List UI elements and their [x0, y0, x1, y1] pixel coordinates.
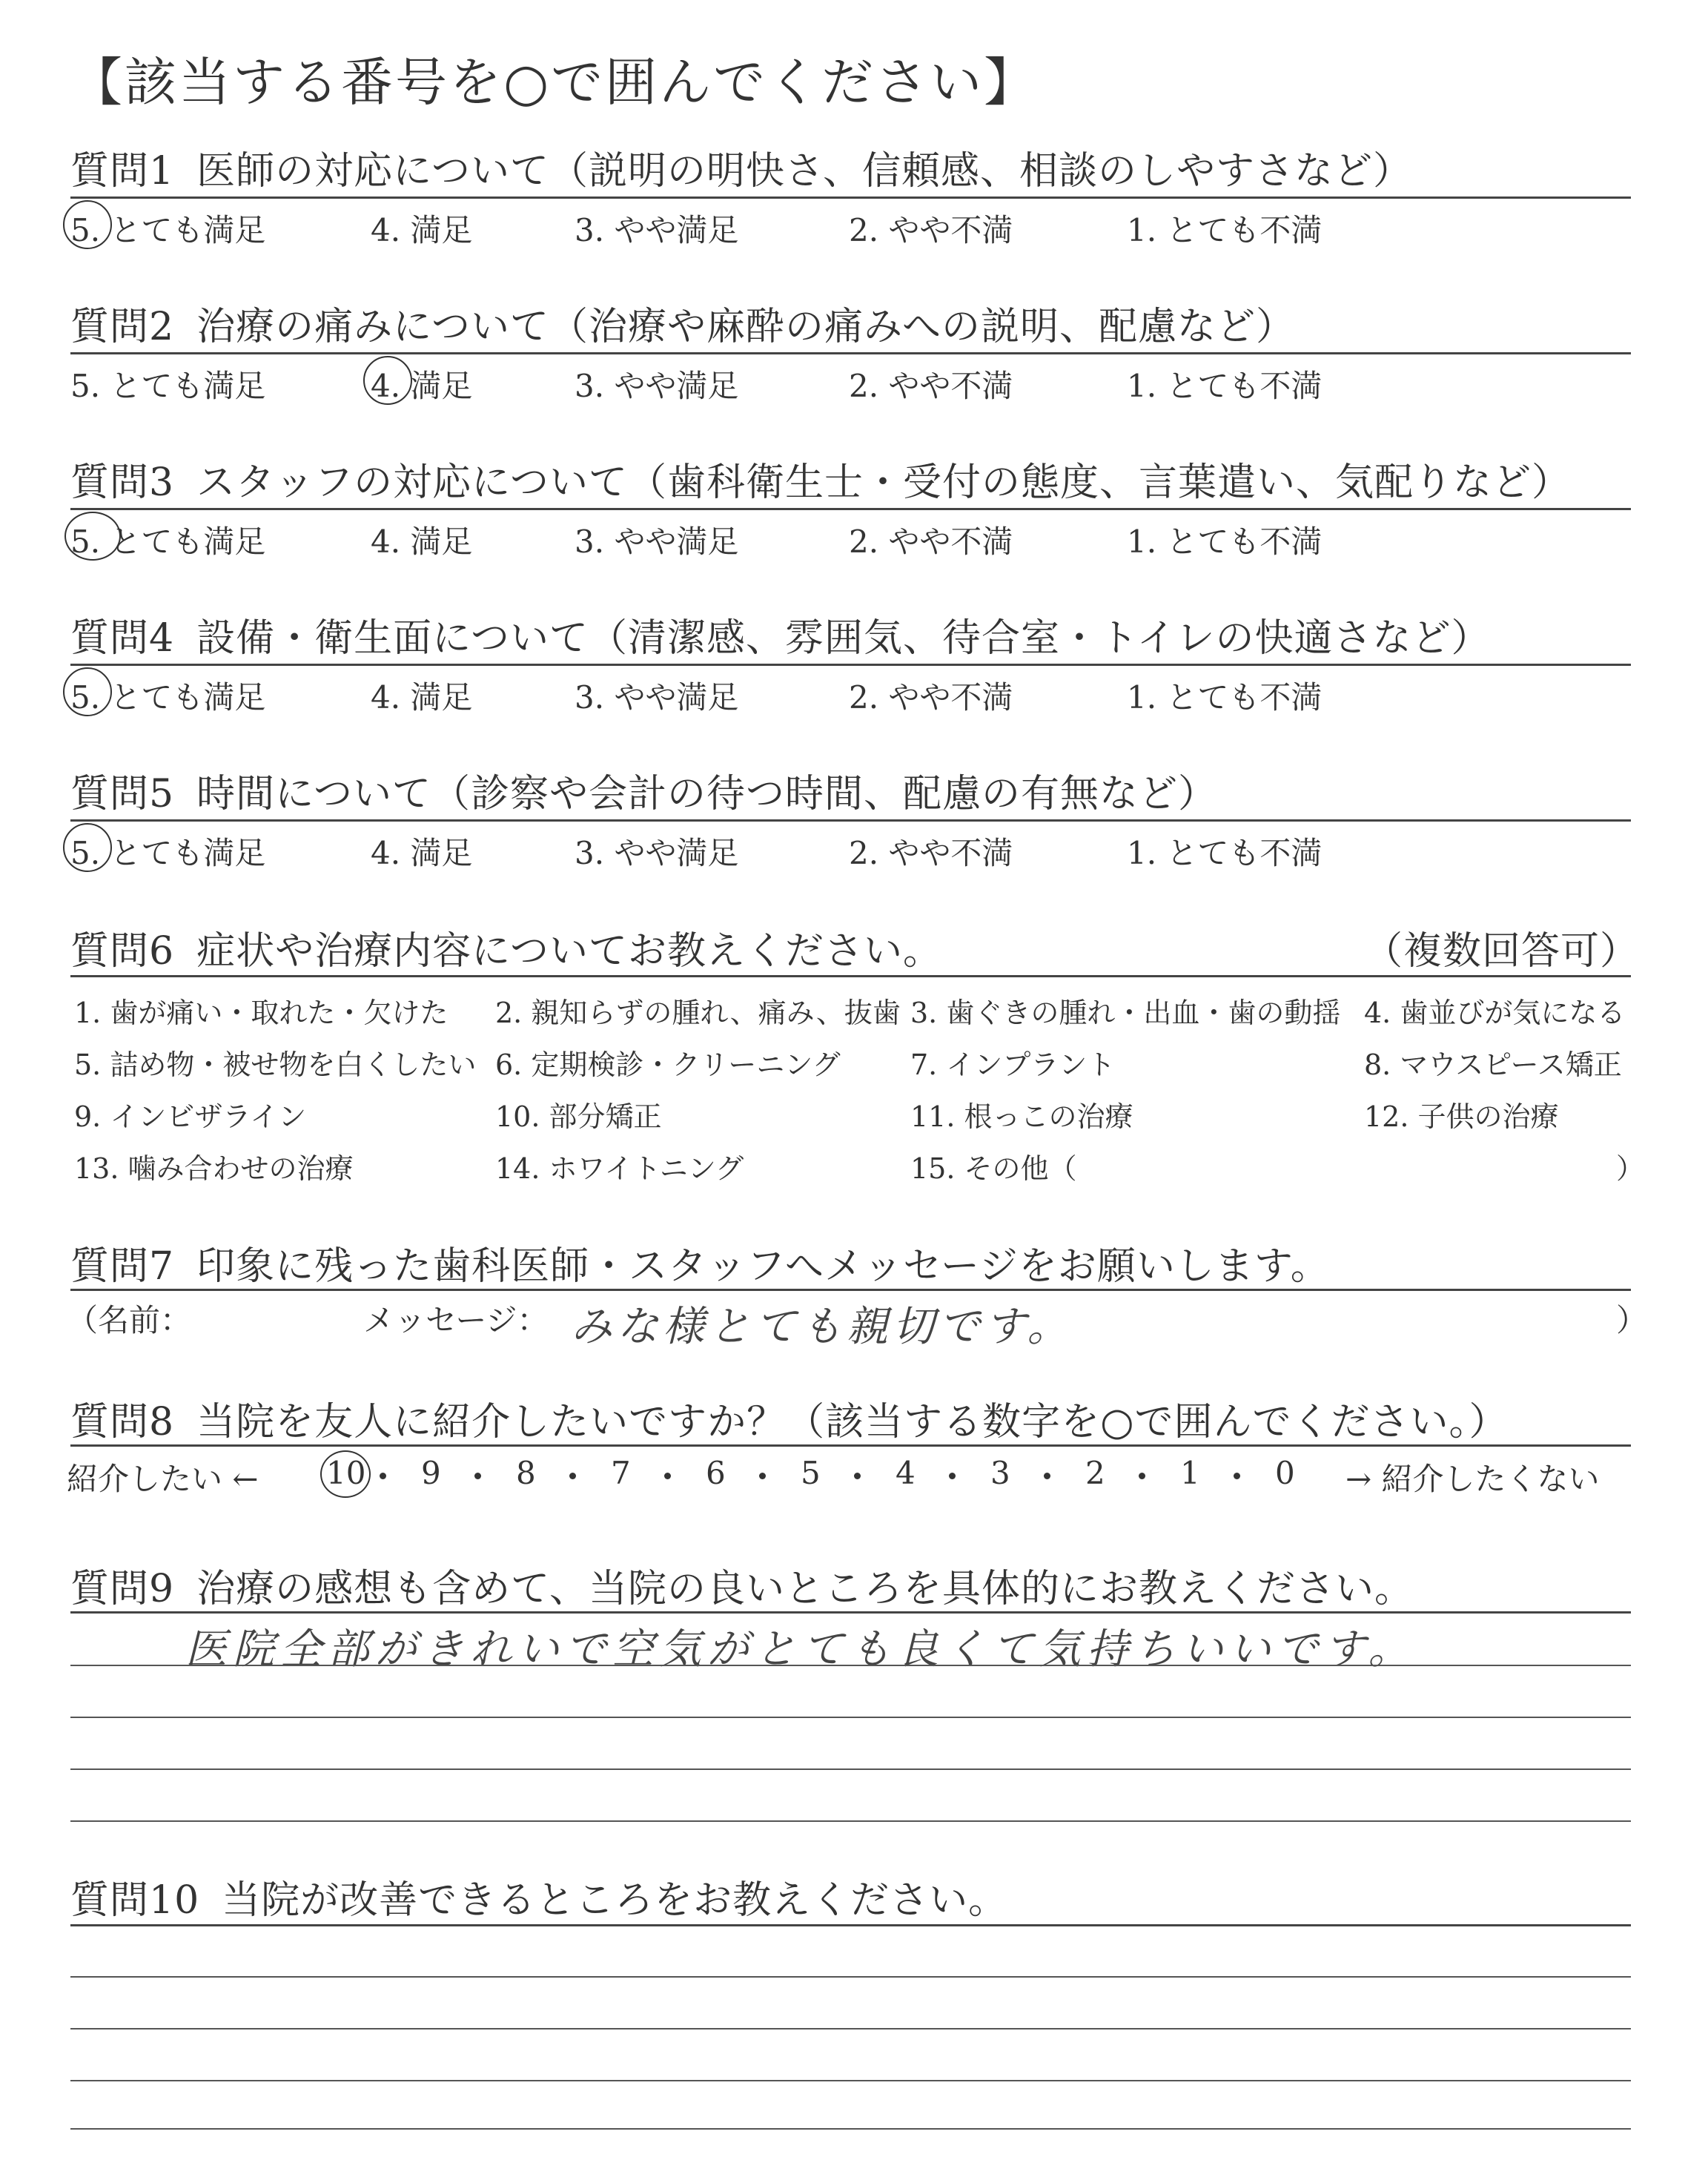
q5-option-4[interactable]: 4. 満足: [371, 835, 473, 871]
q4-option-4[interactable]: 4. 満足: [371, 679, 473, 716]
q6-item-5[interactable]: 5. 詰め物・被せ物を白くしたい: [74, 1048, 477, 1081]
q1-option-1[interactable]: 1. とても不満: [1127, 212, 1323, 248]
divider: [70, 352, 1631, 354]
q4-option-1[interactable]: 1. とても不満: [1127, 679, 1323, 716]
q2-option-1[interactable]: 1. とても不満: [1127, 368, 1323, 404]
q2-option-2[interactable]: 2. やや不満: [849, 368, 1013, 404]
q3-option-1[interactable]: 1. とても不満: [1127, 524, 1323, 560]
q5-option-1[interactable]: 1. とても不満: [1127, 835, 1323, 871]
divider: [70, 508, 1631, 510]
question-8-title: [70, 1390, 1508, 1446]
question-text: 設備・衛生面について（清潔感、雰囲気、待合室・トイレの快適さなど）: [196, 616, 1491, 661]
question-text: 治療の痛みについて（治療や麻酔の痛みへの説明、配慮など）: [196, 305, 1296, 349]
question-2-title: [70, 295, 1295, 351]
q4-option-5[interactable]: [70, 673, 265, 718]
answer-line: [70, 1976, 1631, 1978]
q6-item-8[interactable]: 8. マウスピース矯正: [1364, 1048, 1622, 1081]
recommend-left-label: 紹介したい ←: [67, 1461, 259, 1497]
scale-dot-separator: [1139, 1473, 1145, 1479]
good-points-answer[interactable]: 医院全部がきれいで空気がとても良くて気持ちいいです。: [185, 1625, 1416, 1674]
q6-item-1[interactable]: 1. 歯が痛い・取れた・欠けた: [74, 997, 448, 1029]
selected-circle: 5. とても満足: [70, 673, 265, 718]
selected-circle: 5. とても満足: [70, 829, 265, 873]
question-text: 治療の感想も含めて、当院の良いところを具体的にお教えください。: [196, 1567, 1414, 1611]
question-number: 質問5: [70, 772, 175, 816]
selected-circle: 4. 満足: [371, 362, 472, 406]
question-9-title: [70, 1557, 1414, 1613]
message-answer[interactable]: みな様とても親切です。: [571, 1303, 1073, 1351]
recommend-right-label: → 紹介したくない: [1345, 1461, 1600, 1497]
recommend-score-1[interactable]: 1: [1180, 1455, 1200, 1491]
question-number: 質問2: [70, 305, 175, 349]
question-1-title: [70, 139, 1412, 195]
answer-line: [70, 2080, 1631, 2081]
recommend-score-10[interactable]: 10: [326, 1455, 366, 1491]
message-label: メッセージ：: [363, 1302, 549, 1338]
q2-option-4[interactable]: [371, 362, 472, 406]
recommend-score-0[interactable]: 0: [1275, 1455, 1295, 1491]
question-number: 質問6: [70, 929, 175, 974]
question-text: 当院が改善できるところをお教えください。: [222, 1878, 1008, 1923]
scale-dot-separator: [1234, 1473, 1240, 1479]
q6-item-9[interactable]: 9. インビザライン: [74, 1100, 307, 1133]
question-3-title: [70, 451, 1571, 506]
recommend-score-3[interactable]: 3: [990, 1455, 1010, 1491]
question-6-title: [70, 919, 942, 975]
q1-option-5[interactable]: [70, 206, 265, 251]
recommend-score-2[interactable]: 2: [1085, 1455, 1105, 1491]
q4-option-2[interactable]: 2. やや不満: [849, 679, 1013, 716]
q6-item-11[interactable]: 11. 根っこの治療: [910, 1100, 1133, 1133]
answer-line: [70, 2128, 1631, 2130]
question-number: 質問1: [70, 149, 175, 194]
recommend-score-5[interactable]: 5: [801, 1455, 821, 1491]
scale-dot-separator: [664, 1473, 671, 1479]
name-label: （名前：: [67, 1302, 192, 1338]
q3-option-3[interactable]: 3. やや満足: [575, 524, 739, 560]
scale-dot-separator: [474, 1473, 481, 1479]
recommend-score-9[interactable]: 9: [421, 1455, 441, 1491]
q6-item-7[interactable]: 7. インプラント: [910, 1048, 1116, 1081]
q1-option-3[interactable]: 3. やや満足: [575, 212, 739, 248]
q5-option-3[interactable]: 3. やや満足: [575, 835, 739, 871]
answer-line: [70, 2028, 1631, 2029]
recommend-score-4[interactable]: 4: [896, 1455, 916, 1491]
question-text: 当院を友人に紹介したいですか？（該当する数字を○で囲んでください。）: [196, 1400, 1509, 1444]
q1-option-4[interactable]: 4. 満足: [371, 212, 473, 248]
scale-dot-separator: [759, 1473, 766, 1479]
divider: [70, 975, 1631, 977]
question-number: 質問7: [70, 1244, 175, 1289]
message-close-paren: ）: [1616, 1302, 1648, 1338]
recommend-score-8[interactable]: 8: [516, 1455, 536, 1491]
question-number: 質問9: [70, 1567, 175, 1611]
divider: [70, 1924, 1631, 1926]
divider: [70, 1289, 1631, 1291]
q2-option-5[interactable]: 5. とても満足: [70, 368, 266, 404]
q5-option-5[interactable]: [70, 829, 265, 873]
q6-item-6[interactable]: 6. 定期検診・クリーニング: [495, 1048, 841, 1081]
recommend-score-6[interactable]: 6: [706, 1455, 726, 1491]
question-text: スタッフの対応について（歯科衛生士・受付の態度、言葉遣い、気配りなど）: [196, 460, 1572, 505]
answer-line: [70, 1665, 1631, 1666]
question-4-title: [70, 607, 1490, 662]
divider: [70, 664, 1631, 666]
q3-option-4[interactable]: 4. 満足: [371, 524, 473, 560]
q6-item-15-close: ）: [1616, 1152, 1645, 1185]
divider: [70, 819, 1631, 822]
q6-item-3[interactable]: 3. 歯ぐきの腫れ・出血・歯の動揺: [910, 997, 1341, 1029]
divider: [70, 196, 1631, 199]
q2-option-3[interactable]: 3. やや満足: [575, 368, 739, 404]
q6-item-13[interactable]: 13. 噛み合わせの治療: [74, 1152, 354, 1185]
scale-dot-separator: [569, 1473, 576, 1479]
recommend-score-7[interactable]: 7: [611, 1455, 631, 1491]
divider: [70, 1611, 1631, 1614]
question-number: 質問10: [70, 1878, 200, 1923]
answer-line: [70, 1820, 1631, 1822]
q3-option-2[interactable]: 2. やや不満: [849, 524, 1013, 560]
question-text: 症状や治療内容についてお教えください。: [196, 929, 943, 974]
q6-item-2[interactable]: 2. 親知らずの腫れ、痛み、抜歯: [495, 997, 901, 1029]
q4-option-3[interactable]: 3. やや満足: [575, 679, 739, 716]
question-number: 質問8: [70, 1400, 175, 1444]
answer-line: [70, 1768, 1631, 1770]
q3-option-5[interactable]: [70, 518, 265, 562]
q6-item-12[interactable]: 12. 子供の治療: [1364, 1100, 1559, 1133]
scale-dot-separator: [380, 1473, 386, 1479]
page-header: 【該当する番号を○で囲んでください】: [70, 52, 1039, 113]
question-number: 質問3: [70, 460, 175, 505]
q6-item-4[interactable]: 4. 歯並びが気になる: [1364, 997, 1626, 1029]
question-10-title: [70, 1869, 1007, 1924]
question-text: 印象に残った歯科医師・スタッフへメッセージをお願いします。: [196, 1244, 1330, 1289]
q5-option-2[interactable]: 2. やや不満: [849, 835, 1013, 871]
question-7-title: [70, 1235, 1330, 1290]
selected-circle: 5. とても満足: [70, 518, 265, 562]
q6-item-14[interactable]: 14. ホワイトニング: [495, 1152, 744, 1185]
scale-dot-separator: [854, 1473, 861, 1479]
question-text: 医師の対応について（説明の明快さ、信頼感、相談のしやすさなど）: [196, 149, 1412, 194]
scale-dot-separator: [1044, 1473, 1050, 1479]
q1-option-2[interactable]: 2. やや不満: [849, 212, 1013, 248]
question-text: 時間について（診察や会計の待つ時間、配慮の有無など）: [196, 772, 1218, 816]
question-number: 質問4: [70, 616, 175, 661]
q6-item-10[interactable]: 10. 部分矯正: [495, 1100, 662, 1133]
q6-item-15[interactable]: 15. その他（: [910, 1152, 1077, 1185]
divider: [70, 1444, 1631, 1447]
multiple-answers-note: （複数回答可）: [1364, 929, 1640, 974]
answer-line: [70, 1717, 1631, 1718]
scale-dot-separator: [949, 1473, 956, 1479]
question-5-title: [70, 762, 1217, 818]
selected-circle: 5. とても満足: [70, 206, 265, 251]
